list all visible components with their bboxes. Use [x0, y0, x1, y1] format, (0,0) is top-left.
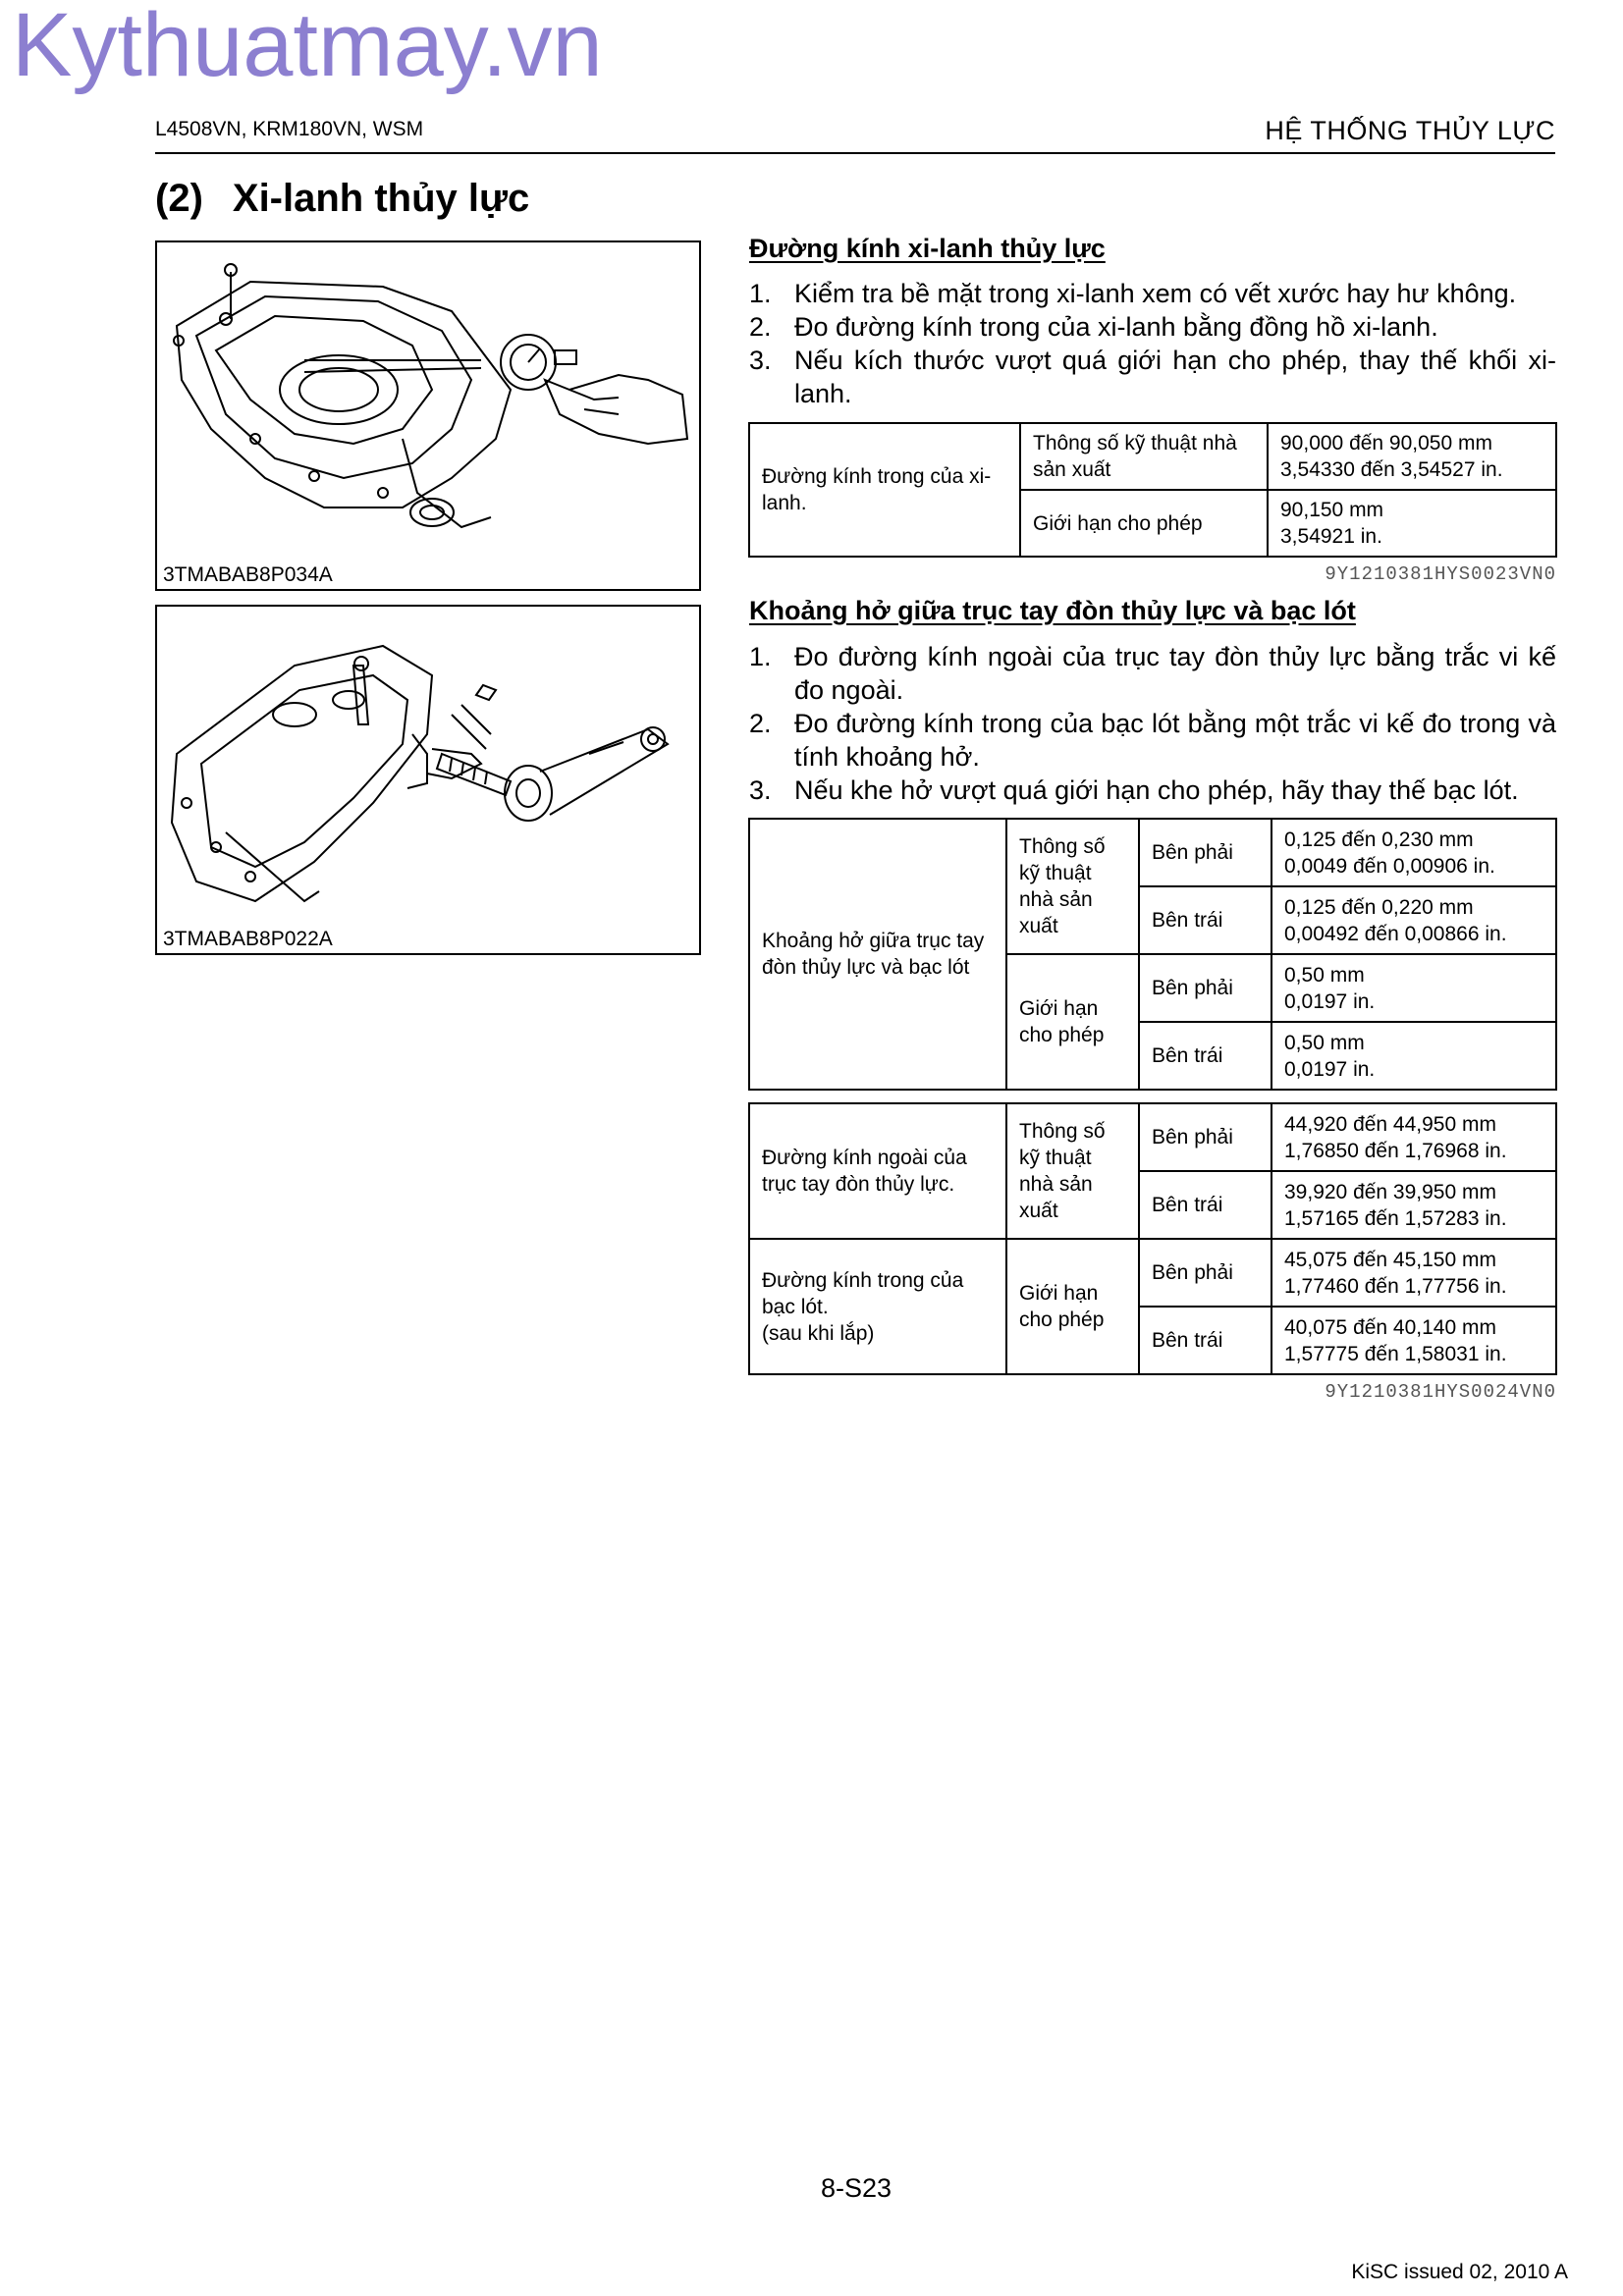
spec-value: 0,125 đến 0,220 mm 0,00492 đến 0,00866 in.: [1271, 886, 1556, 954]
page-number: 8-S23: [820, 2173, 893, 2203]
limit-value: 45,075 đến 45,150 mm 1,77460 đến 1,77756 in.: [1271, 1239, 1556, 1307]
procedure-step: 3. Nếu kích thước vượt quá giới hạn cho phép, thay thế khối xi-lanh.: [749, 346, 1556, 408]
figure-cylinder-gauge: [155, 240, 701, 591]
section-title-text: Xi-lanh thủy lực: [232, 177, 530, 220]
side-right: Bên phải: [1139, 954, 1271, 1022]
spec-item: Đường kính trong của xi-lanh.: [749, 423, 1020, 557]
header-model-list: L4508VN, KRM180VN, WSM: [155, 118, 424, 140]
figure-lift-arm-shaft: [155, 605, 701, 955]
watermark: Kythuatmay.vn: [12, 0, 603, 95]
limit-label: Giới hạn cho phép: [1006, 1239, 1139, 1374]
spec-value: 44,920 đến 44,950 mm 1,76850 đến 1,76968 in.: [1271, 1103, 1556, 1171]
cylinder-gauge-illustration: [157, 242, 699, 589]
spec-item: Khoảng hở giữa trục tay đòn thủy lực và bạc lót: [749, 819, 1006, 1090]
procedure-steps: [749, 640, 1556, 807]
limit-label: Giới hạn cho phép: [1006, 954, 1139, 1090]
side-right: Bên phải: [1139, 819, 1271, 886]
spec-table-cylinder-bore: [748, 422, 1557, 558]
header-chapter-title: HỆ THỐNG THỦY LỰC: [1265, 116, 1555, 145]
limit-value: 90,150 mm 3,54921 in.: [1268, 490, 1556, 557]
procedure-step: 3. Nếu khe hở vượt quá giới hạn cho phép, hãy thay thế bạc lót.: [749, 775, 1519, 805]
procedure-step: 2. Đo đường kính trong của bạc lót bằng một trắc vi kế đo trong và tính khoảng hở.: [749, 709, 1556, 772]
spec-label: Thông số kỹ thuật nhà sản xuất: [1006, 1103, 1139, 1239]
side-right: Bên phải: [1139, 1239, 1271, 1307]
reference-code: 9Y1210381HYS0024VN0: [1325, 1381, 1556, 1403]
spec-label: Thông số kỹ thuật nhà sản xuất: [1006, 819, 1139, 954]
spec-item-bushing-id: Đường kính trong của bạc lót. (sau khi lắp): [749, 1239, 1006, 1374]
procedure-step: 1. Kiểm tra bề mặt trong xi-lanh xem có vết xước hay hư không.: [749, 279, 1517, 308]
limit-value: 40,075 đến 40,140 mm 1,57775 đến 1,58031 in.: [1271, 1307, 1556, 1374]
side-left: Bên trái: [1139, 1022, 1271, 1090]
spec-value: 0,125 đến 0,230 mm 0,0049 đến 0,00906 in.: [1271, 819, 1556, 886]
spec-table-diameters: [748, 1102, 1557, 1375]
figure-caption: 3TMABAB8P022A: [163, 928, 333, 950]
spec-table-clearance: [748, 818, 1557, 1091]
footer-issue: KiSC issued 02, 2010 A: [1351, 2261, 1568, 2283]
subheading-shaft-bushing-clearance: Khoảng hở giữa trục tay đòn thủy lực và bạc lót: [749, 596, 1356, 625]
figure-caption: 3TMABAB8P034A: [163, 563, 333, 586]
procedure-step: 1. Đo đường kính ngoài của trục tay đòn thủy lực bằng trắc vi kế đo ngoài.: [749, 642, 1556, 705]
spec-label: Thông số kỹ thuật nhà sản xuất: [1020, 423, 1268, 490]
side-left: Bên trái: [1139, 1307, 1271, 1374]
subheading-cylinder-bore: Đường kính xi-lanh thủy lực: [749, 234, 1106, 263]
side-left: Bên trái: [1139, 1171, 1271, 1239]
reference-code: 9Y1210381HYS0023VN0: [1325, 563, 1556, 585]
side-left: Bên trái: [1139, 886, 1271, 954]
lift-arm-shaft-illustration: [157, 607, 699, 953]
spec-value: 90,000 đến 90,050 mm 3,54330 đến 3,54527 in.: [1268, 423, 1556, 490]
side-right: Bên phải: [1139, 1103, 1271, 1171]
limit-label: Giới hạn cho phép: [1020, 490, 1268, 557]
header-divider: [155, 152, 1555, 154]
limit-value: 0,50 mm 0,0197 in.: [1271, 954, 1556, 1022]
procedure-steps: [749, 277, 1556, 410]
spec-item-shaft-od: Đường kính ngoài của trục tay đòn thủy lực.: [749, 1103, 1006, 1239]
section-number: (2): [155, 177, 203, 220]
section-title: [155, 177, 529, 221]
limit-value: 0,50 mm 0,0197 in.: [1271, 1022, 1556, 1090]
procedure-step: 2. Đo đường kính trong của xi-lanh bằng đồng hồ xi-lanh.: [749, 312, 1438, 342]
spec-value: 39,920 đến 39,950 mm 1,57165 đến 1,57283 in.: [1271, 1171, 1556, 1239]
